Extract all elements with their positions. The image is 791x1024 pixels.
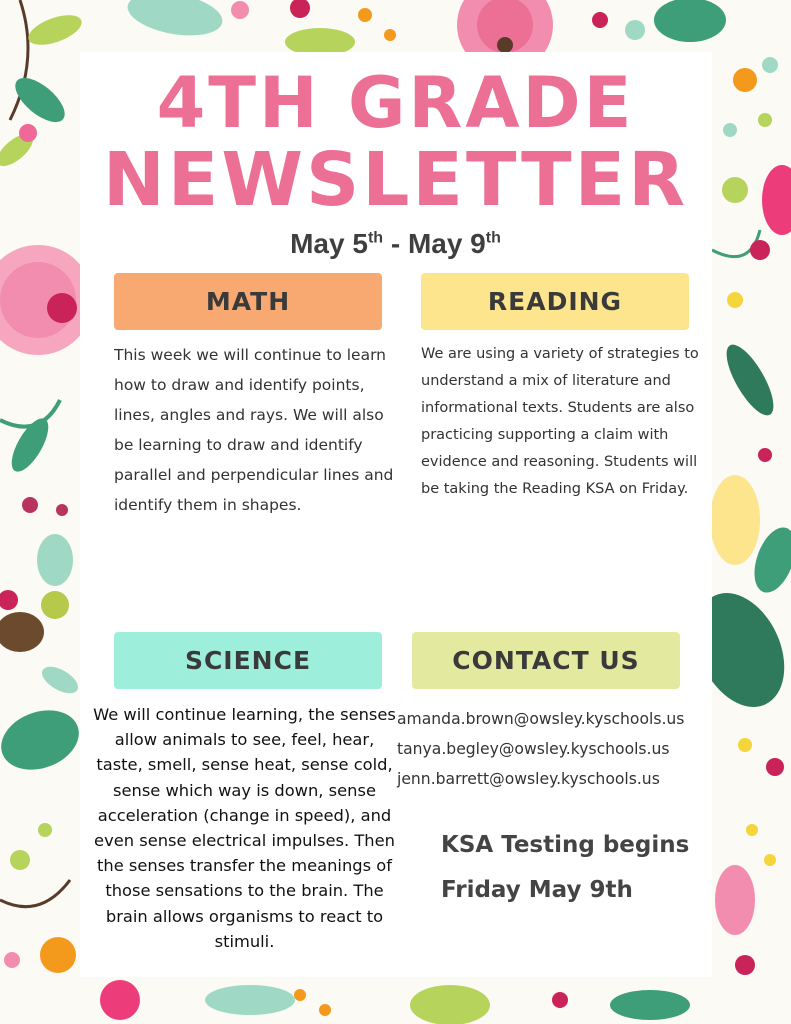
date-separator: -: [383, 228, 408, 259]
end-date: May 9: [407, 228, 486, 259]
science-heading: SCIENCE: [184, 646, 312, 675]
math-heading-box: [114, 273, 382, 330]
start-date-suffix: th: [367, 229, 384, 247]
science-heading-box: [114, 632, 382, 689]
contact-email-amanda[interactable]: amanda.brown@owsley.kyschools.us: [397, 710, 685, 728]
contact-email-jenn[interactable]: jenn.barrett@owsley.kyschools.us: [397, 770, 660, 788]
ksa-announcement-line1: KSA Testing begins: [441, 832, 690, 858]
science-body: We will continue learning, the senses allow animals to see, feel, hear, taste, smell, sense heat, sense cold, sense which way is down, sense acceleration (change in speed), and even sense electrical impulses. Then the senses transfer the meanings of those sensations to the brain. The brain allows organisms to react to stimuli.: [93, 705, 396, 951]
contact-heading: CONTACT US: [452, 646, 640, 675]
date-range: [0, 228, 791, 260]
reading-body: We are using a variety of strategies to understand a mix of literature and informational texts. Students are also practicing supporting a claim with evidence and reasoning. Students will be taking the Reading KSA on Friday.: [421, 346, 699, 497]
math-body: This week we will continue to learn how to draw and identify points, lines, angles and rays. We will also be learning to draw and identify parallel and perpendicular lines and identify them in shapes.: [114, 346, 394, 514]
end-date-suffix: th: [485, 229, 501, 247]
ksa-announcement-line2: Friday May 9th: [441, 877, 633, 903]
contact-email-tanya[interactable]: tanya.begley@owsley.kyschools.us: [397, 740, 670, 758]
newsletter-title-line2: NEWSLETTER: [102, 137, 689, 223]
math-heading: MATH: [205, 287, 291, 316]
reading-heading-box: [421, 273, 689, 330]
start-date: May 5: [290, 228, 368, 259]
reading-heading: READING: [487, 287, 623, 316]
contact-heading-box: [412, 632, 680, 689]
newsletter-title-line1: 4TH GRADE: [156, 62, 635, 144]
